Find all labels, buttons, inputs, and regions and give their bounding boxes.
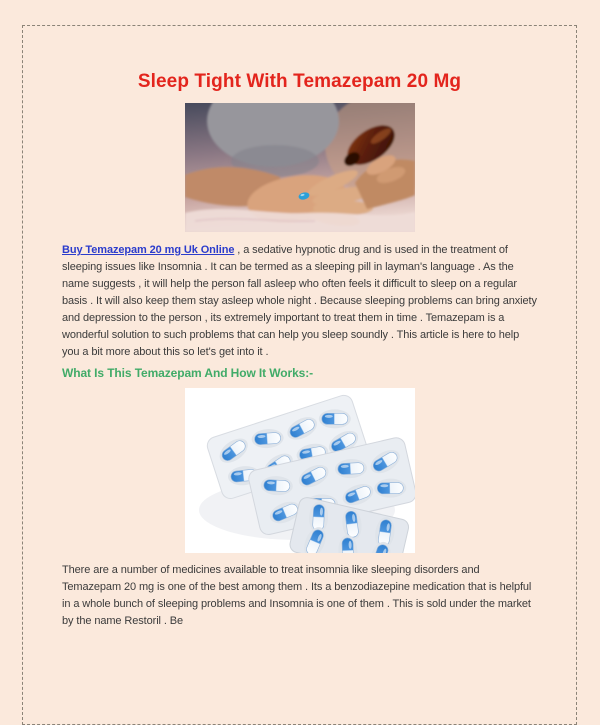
capsule-blister-photo <box>185 388 415 553</box>
page-title: Sleep Tight With Temazepam 20 Mg <box>137 71 462 92</box>
intro-paragraph-text: , a sedative hypnotic drug and is used in the treatment of sleeping issues like Insomnia . It can be termed as a sleeping pill in layman's language . As the name suggests , it will help the person fall asleep who often feels it difficult to sleep on a regular basis . It will also keep them stay asleep whole night . Because sleeping problems can bring anxiety and depression to the person , its extremely important to treat them in time . Temazepam is a wonderful solution to such problems that can help you sleep soundly . This article is here to help you a bit more about this so let's get into it . <box>62 244 537 358</box>
pill-bottle-pour-photo <box>185 103 415 232</box>
buy-temazepam-link[interactable]: Buy Temazepam 20 mg Uk Online <box>62 244 235 256</box>
article-page-border <box>22 25 577 725</box>
second-paragraph: There are a number of medicines available to treat insomnia like sleeping disorders and Temazepam 20 mg is one of the best among them . Its a benzodiazepine medication that is helpful in a whole bunch of sleeping problems and Insomnia is one of them . This is sold under the market by the name Restoril . Be <box>62 564 532 627</box>
intro-paragraph <box>62 242 537 361</box>
section-heading: What Is This Temazepam And How It Works:- <box>62 366 314 380</box>
